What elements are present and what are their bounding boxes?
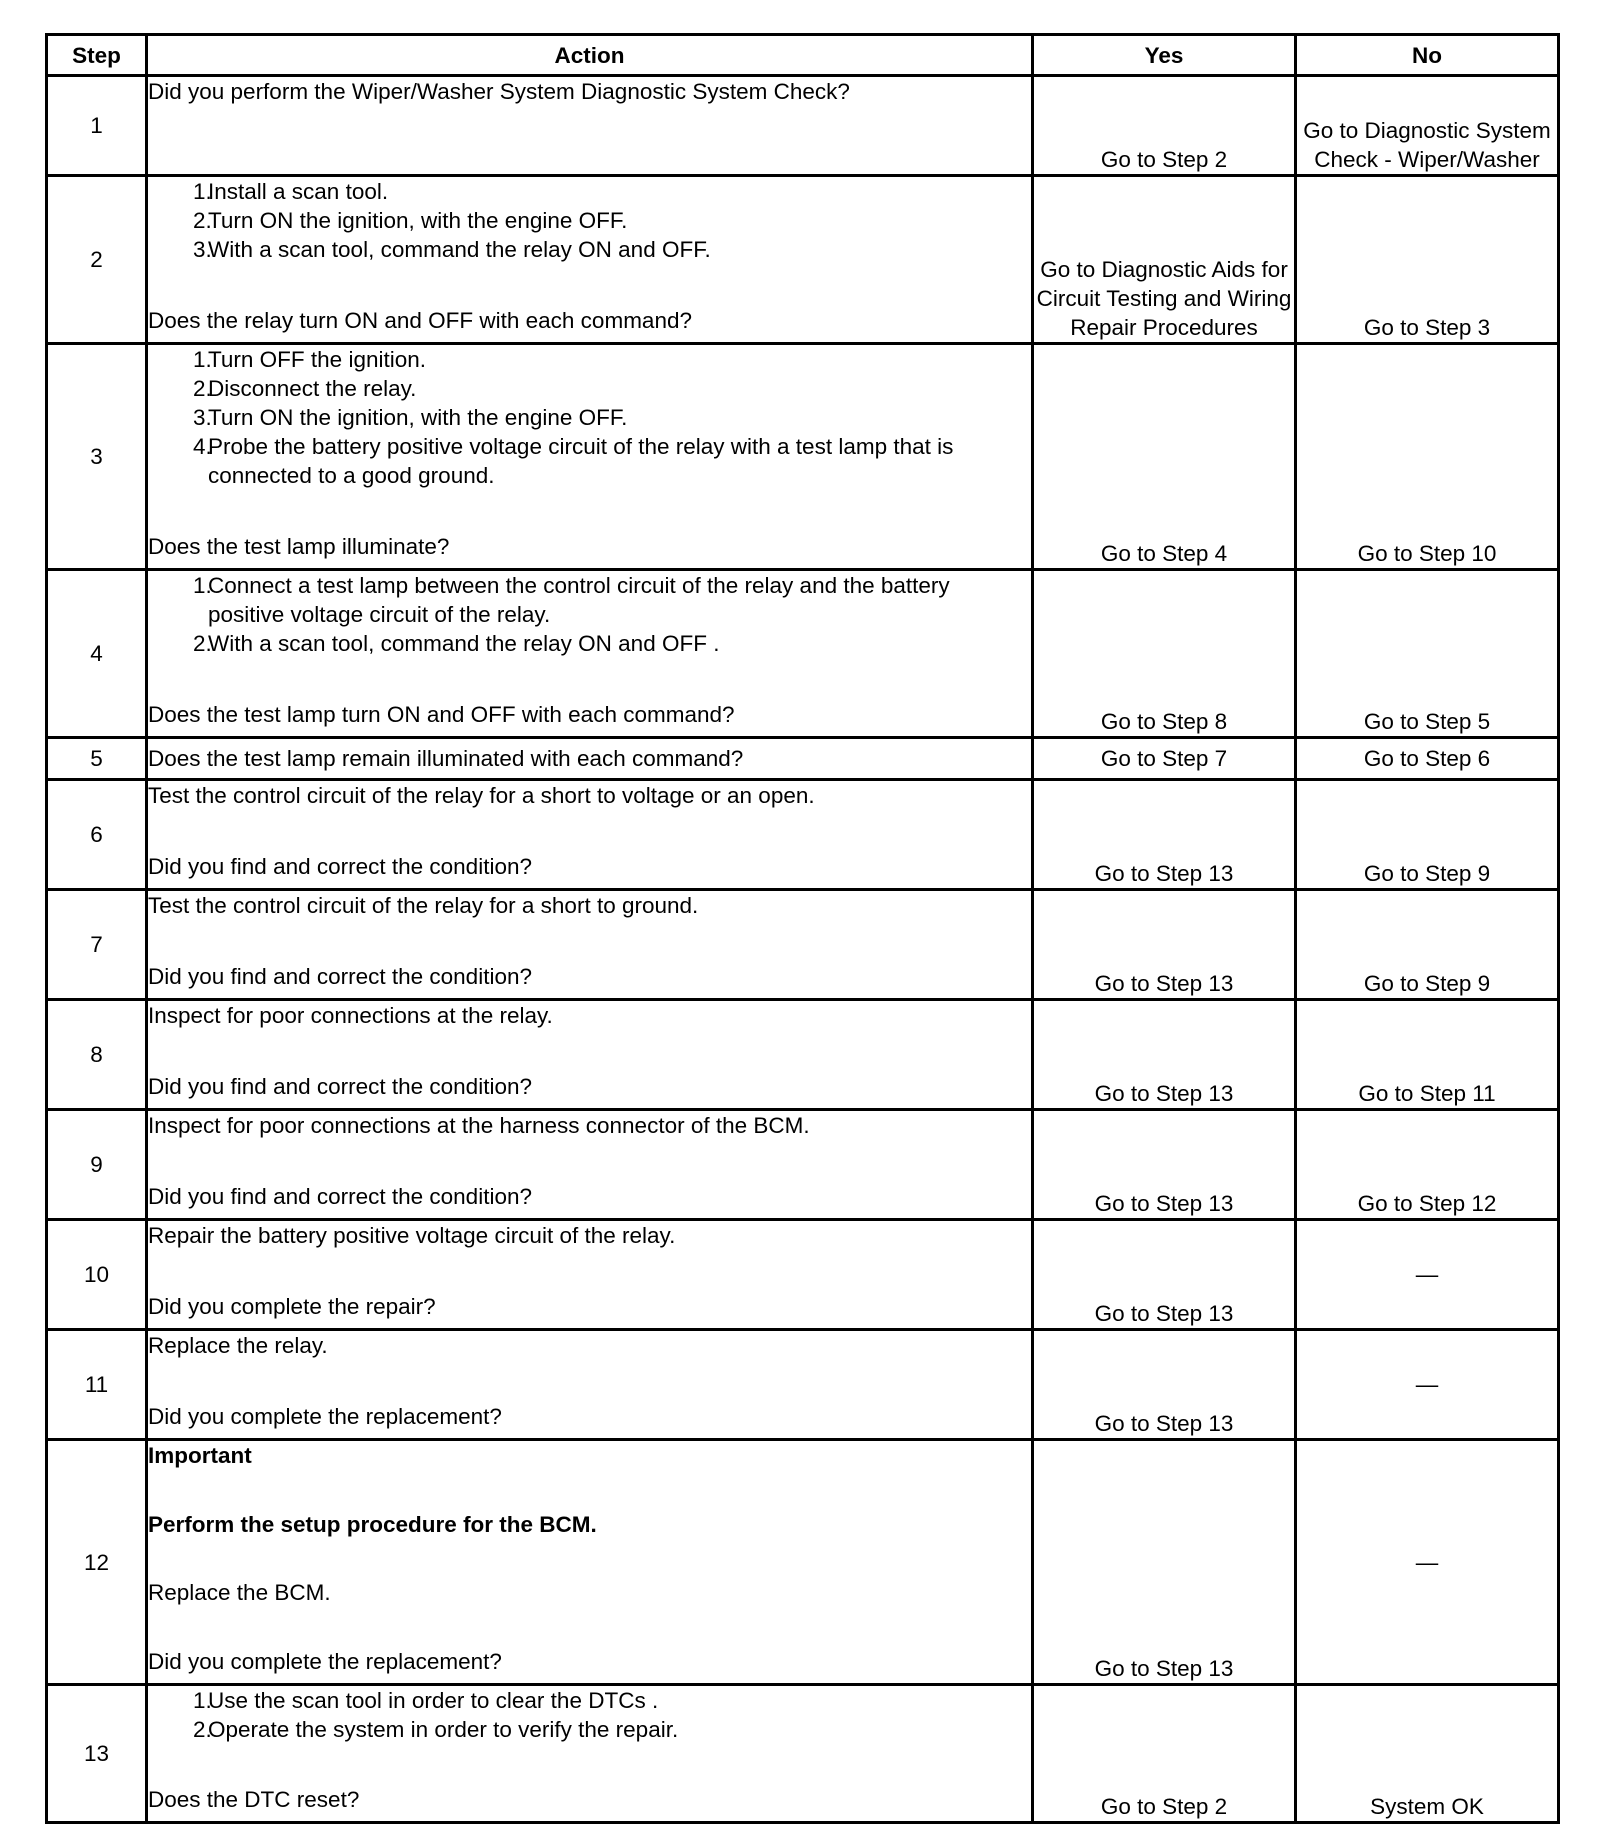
yes-cell: Go to Step 7	[1033, 738, 1296, 780]
action-question: Does the DTC reset?	[148, 1787, 360, 1812]
diagnostic-table	[45, 33, 1560, 1824]
list-item: 2. Operate the system in order to verify the repair.	[193, 1717, 679, 1742]
list-item: 2. Turn ON the ignition, with the engine OFF.	[193, 208, 628, 233]
step-number: 5	[47, 738, 147, 780]
action-question: Did you find and correct the condition?	[148, 964, 532, 989]
table-row	[47, 738, 1559, 780]
action-steps	[148, 1686, 1031, 1744]
no-cell: Go to Diagnostic System Check - Wiper/Washer	[1296, 76, 1559, 176]
no-cell: —	[1296, 1220, 1559, 1330]
action-text: Replace the BCM.	[148, 1580, 331, 1606]
step-number: 12	[47, 1440, 147, 1685]
table-row	[47, 570, 1559, 738]
list-item: 2. With a scan tool, command the relay ON and OFF .	[193, 631, 720, 656]
table-row	[47, 76, 1559, 176]
no-cell: Go to Step 3	[1296, 176, 1559, 344]
table-row	[47, 176, 1559, 344]
action-cell	[147, 176, 1033, 344]
step-number: 8	[47, 1000, 147, 1110]
action-question: Did you find and correct the condition?	[148, 1074, 532, 1099]
action-text: Inspect for poor connections at the harness connector of the BCM.	[148, 1113, 810, 1138]
table-row	[47, 1440, 1559, 1685]
no-cell: —	[1296, 1330, 1559, 1440]
action-steps	[148, 571, 1031, 658]
action-cell	[147, 344, 1033, 570]
step-number: 6	[47, 780, 147, 890]
table-row	[47, 780, 1559, 890]
action-cell	[147, 1685, 1033, 1823]
action-text: Did you perform the Wiper/Washer System Diagnostic System Check?	[148, 79, 850, 104]
action-text: Inspect for poor connections at the relay.	[148, 1003, 553, 1028]
step-number: 11	[47, 1330, 147, 1440]
yes-cell: Go to Step 2	[1033, 76, 1296, 176]
list-item: 1. Turn OFF the ignition.	[193, 347, 427, 372]
action-question: Did you find and correct the condition?	[148, 1184, 532, 1209]
yes-cell: Go to Step 13	[1033, 1220, 1296, 1330]
action-cell	[147, 1330, 1033, 1440]
action-cell	[147, 890, 1033, 1000]
yes-cell: Go to Step 13	[1033, 1110, 1296, 1220]
list-item: 4. Probe the battery positive voltage circuit of the relay with a test lamp that is connected to a good ground.	[193, 434, 954, 488]
table-row	[47, 1110, 1559, 1220]
step-number: 13	[47, 1685, 147, 1823]
action-cell	[147, 76, 1033, 176]
step-number: 9	[47, 1110, 147, 1220]
action-cell	[147, 1440, 1033, 1685]
action-cell	[147, 780, 1033, 890]
no-cell: Go to Step 12	[1296, 1110, 1559, 1220]
yes-cell: Go to Step 8	[1033, 570, 1296, 738]
header-row	[47, 35, 1559, 76]
yes-cell: Go to Step 13	[1033, 780, 1296, 890]
table-row	[47, 1000, 1559, 1110]
action-cell	[147, 1000, 1033, 1110]
action-cell	[147, 1220, 1033, 1330]
yes-cell: Go to Step 13	[1033, 1000, 1296, 1110]
action-question: Did you complete the replacement?	[148, 1404, 502, 1429]
step-number: 3	[47, 344, 147, 570]
action-text: Repair the battery positive voltage circuit of the relay.	[148, 1223, 676, 1248]
no-cell: Go to Step 5	[1296, 570, 1559, 738]
action-cell	[147, 1110, 1033, 1220]
step-number: 7	[47, 890, 147, 1000]
table-row	[47, 1220, 1559, 1330]
list-item: 1. Connect a test lamp between the control circuit of the relay and the battery positive voltage circuit of the relay.	[193, 573, 950, 627]
yes-cell: Go to Step 2	[1033, 1685, 1296, 1823]
list-item: 2. Disconnect the relay.	[193, 376, 417, 401]
step-number: 2	[47, 176, 147, 344]
action-steps	[148, 345, 1031, 490]
list-item: 1. Install a scan tool.	[193, 179, 389, 204]
step-number: 10	[47, 1220, 147, 1330]
table-row	[47, 1330, 1559, 1440]
list-item: 1. Use the scan tool in order to clear the DTCs .	[193, 1688, 659, 1713]
list-item: 3. Turn ON the ignition, with the engine OFF.	[193, 405, 628, 430]
action-question: Does the test lamp illuminate?	[148, 534, 450, 559]
yes-cell: Go to Step 4	[1033, 344, 1296, 570]
action-steps	[148, 177, 1031, 264]
table-row	[47, 1685, 1559, 1823]
no-cell: System OK	[1296, 1685, 1559, 1823]
action-text: Does the test lamp remain illuminated with each command?	[148, 746, 744, 771]
action-text: Test the control circuit of the relay for a short to ground.	[148, 893, 699, 918]
header-yes: Yes	[1033, 35, 1296, 76]
no-cell: Go to Step 9	[1296, 890, 1559, 1000]
no-cell: Go to Step 9	[1296, 780, 1559, 890]
action-question: Does the test lamp turn ON and OFF with each command?	[148, 702, 735, 727]
header-no: No	[1296, 35, 1559, 76]
table-row	[47, 344, 1559, 570]
step-number: 1	[47, 76, 147, 176]
no-cell: Go to Step 6	[1296, 738, 1559, 780]
no-cell: —	[1296, 1440, 1559, 1685]
yes-cell: Go to Diagnostic Aids for Circuit Testing and Wiring Repair Procedures	[1033, 176, 1296, 344]
step-number: 4	[47, 570, 147, 738]
yes-cell: Go to Step 13	[1033, 890, 1296, 1000]
action-text: Replace the relay.	[148, 1333, 328, 1358]
important-heading: Important	[148, 1443, 252, 1468]
list-item: 3. With a scan tool, command the relay ON and OFF.	[193, 237, 711, 262]
yes-cell: Go to Step 13	[1033, 1440, 1296, 1685]
action-question: Did you complete the replacement?	[148, 1648, 502, 1674]
action-cell	[147, 570, 1033, 738]
header-action: Action	[147, 35, 1033, 76]
important-note: Perform the setup procedure for the BCM.	[148, 1511, 597, 1537]
action-question: Does the relay turn ON and OFF with each command?	[148, 308, 692, 333]
action-cell	[147, 738, 1033, 780]
no-cell: Go to Step 11	[1296, 1000, 1559, 1110]
yes-cell: Go to Step 13	[1033, 1330, 1296, 1440]
action-question: Did you find and correct the condition?	[148, 854, 532, 879]
action-question: Did you complete the repair?	[148, 1294, 436, 1319]
table-row	[47, 890, 1559, 1000]
header-step: Step	[47, 35, 147, 76]
action-text: Test the control circuit of the relay for a short to voltage or an open.	[148, 783, 815, 808]
no-cell: Go to Step 10	[1296, 344, 1559, 570]
